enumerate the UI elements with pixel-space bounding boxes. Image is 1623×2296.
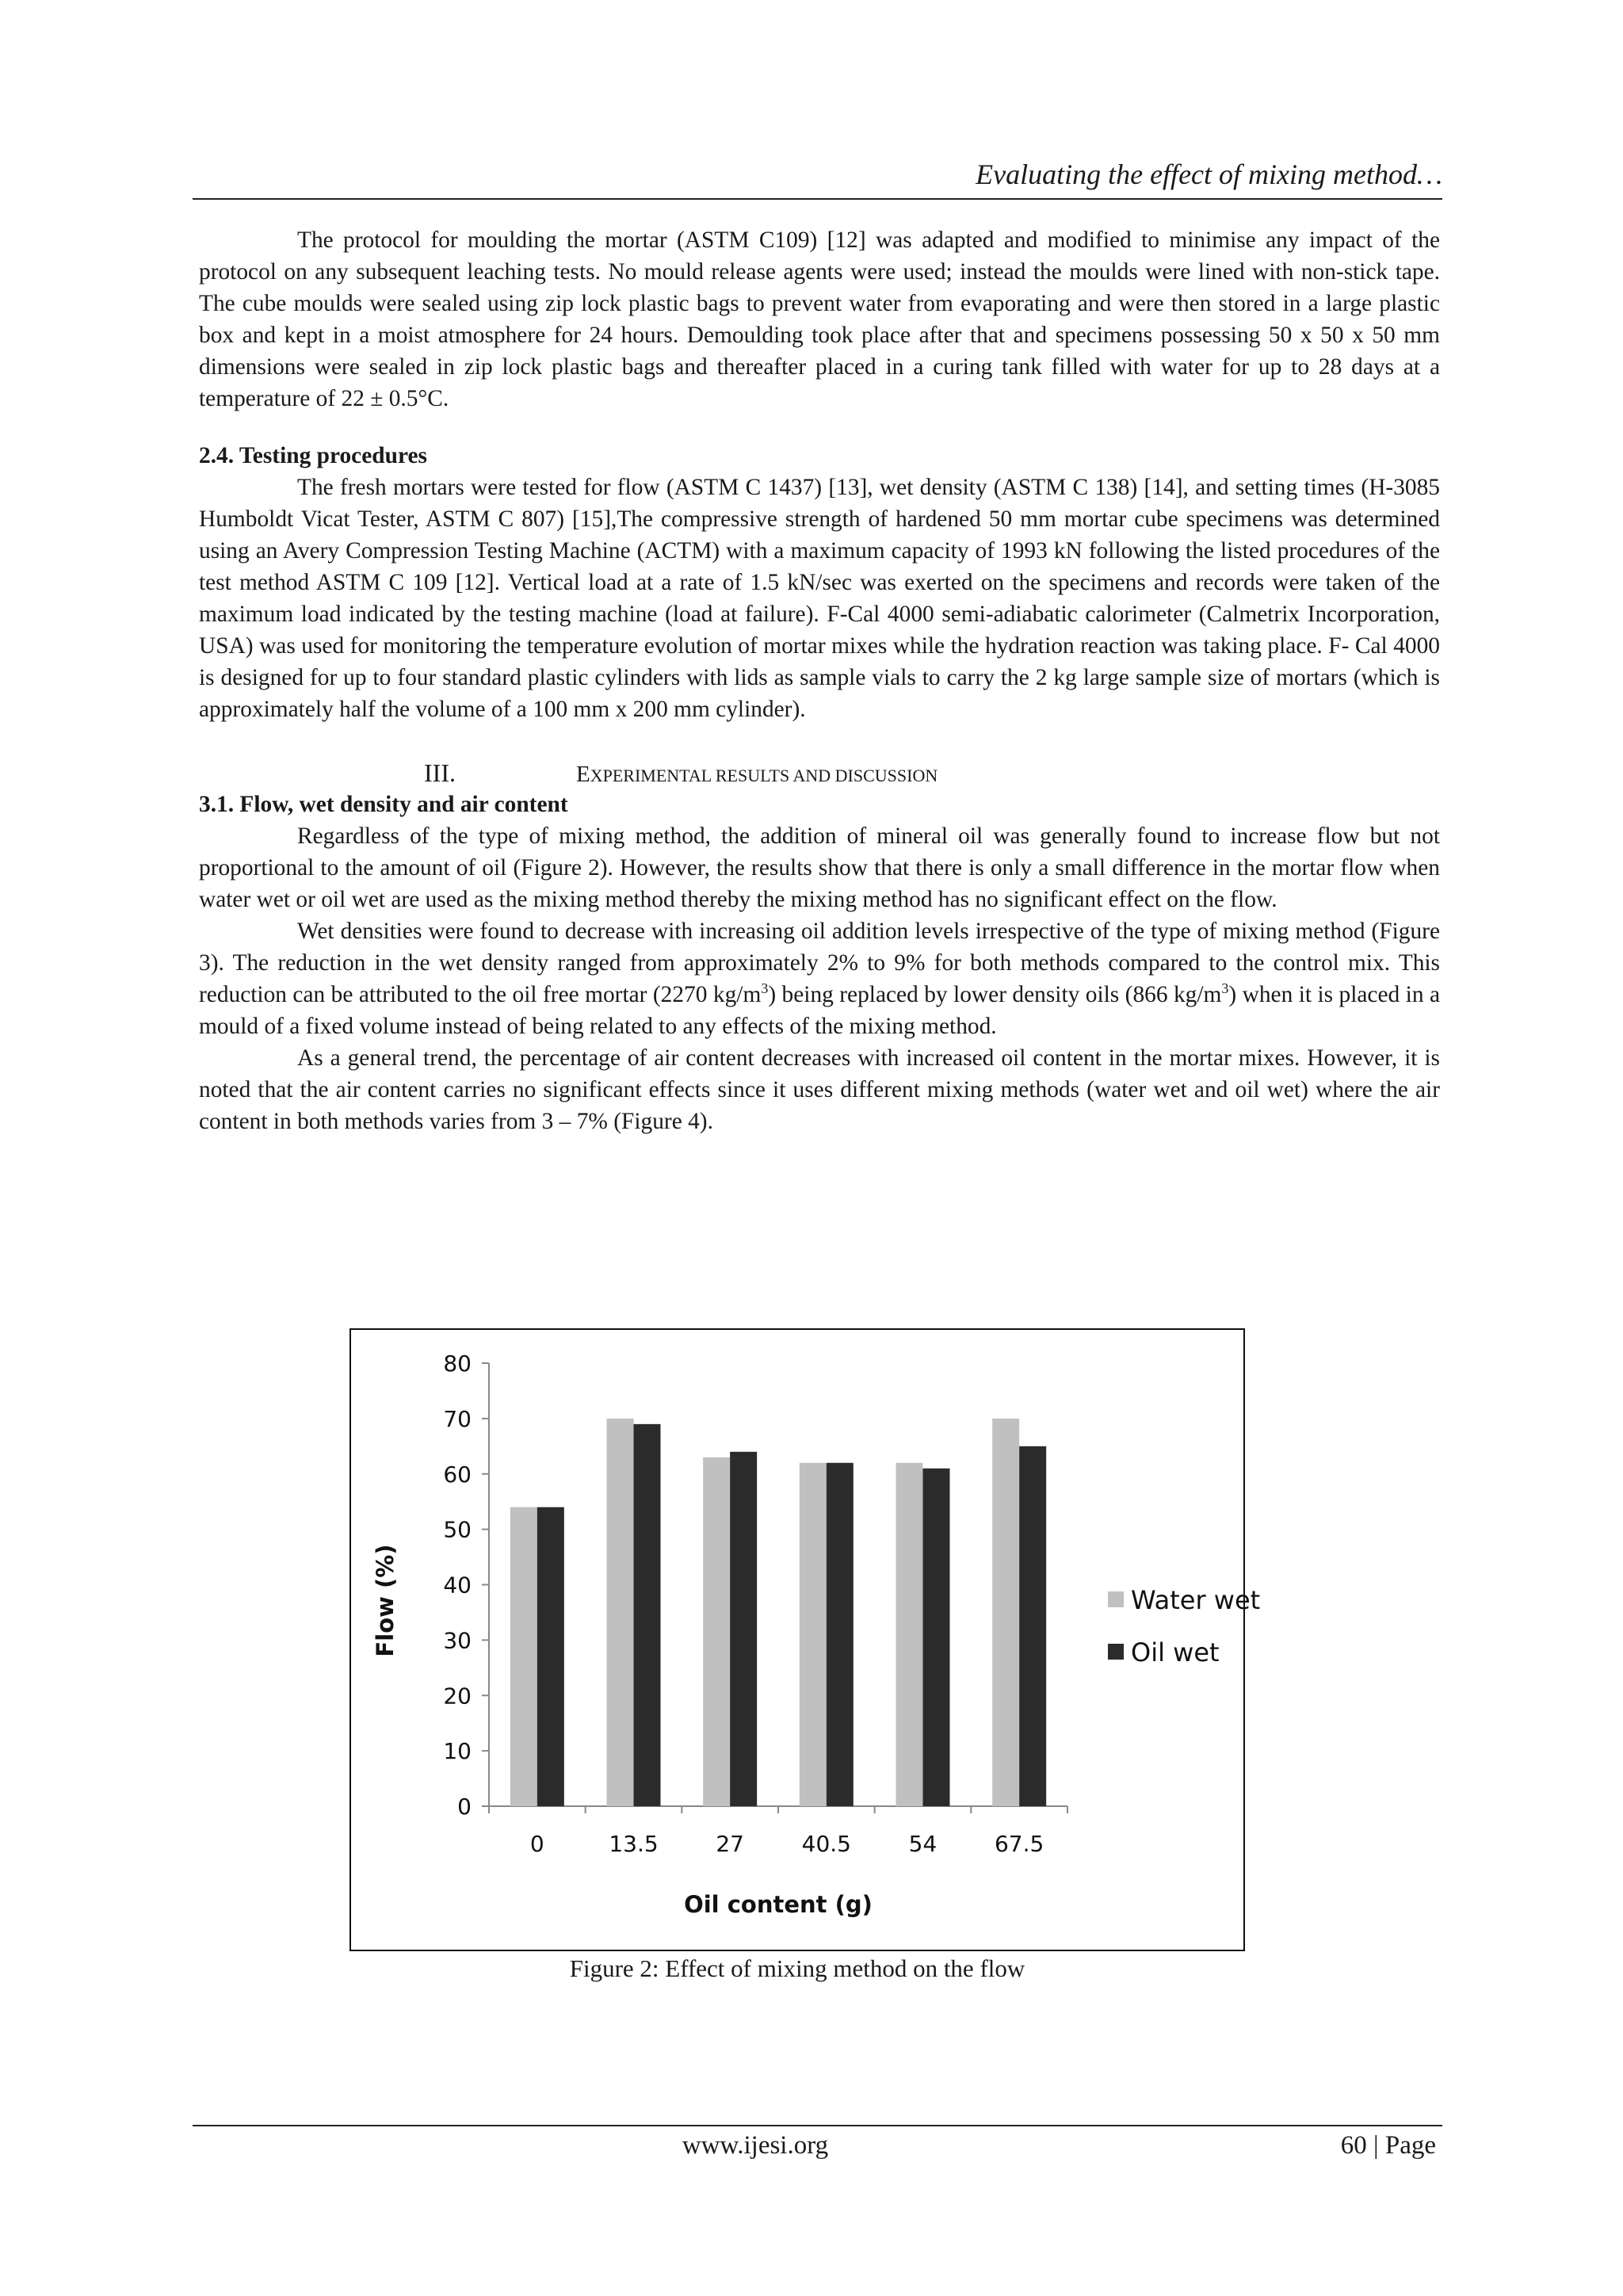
density-superscript-2: 3 [1221, 980, 1229, 996]
y-tick-label: 80 [443, 1350, 472, 1377]
bar-water-wet [800, 1463, 827, 1806]
heading-testing-procedures: 2.4. Testing procedures [199, 443, 427, 468]
density-text-2: ) being replaced by lower density oils (866 kg/m [768, 982, 1222, 1007]
bar-oil-wet [1019, 1446, 1046, 1806]
x-tick-label: 27 [716, 1831, 744, 1857]
running-header: Evaluating the effect of mixing method… [976, 159, 1442, 190]
density-superscript-1: 3 [761, 980, 769, 996]
body-text [199, 224, 1440, 1137]
bar-water-wet [510, 1507, 537, 1806]
x-tick-label: 13.5 [609, 1831, 659, 1857]
bar-water-wet [992, 1419, 1019, 1806]
figure-2-chart [349, 1328, 1261, 1951]
y-axis-title: Flow (%) [372, 1544, 399, 1657]
legend-swatch [1108, 1591, 1124, 1607]
y-tick-label: 10 [443, 1738, 472, 1765]
page-number: 60 | Page [1340, 2131, 1436, 2160]
bar-water-wet [703, 1457, 730, 1806]
bar-water-wet [896, 1463, 923, 1806]
bar-oil-wet [730, 1452, 757, 1806]
legend-swatch [1108, 1644, 1124, 1660]
figure-caption: Figure 2: Effect of mixing method on the flow [569, 1954, 1025, 1982]
section-title [576, 758, 938, 792]
x-tick-label: 40.5 [801, 1831, 852, 1857]
footer-divider [193, 2125, 1442, 2126]
section-title-initial: E [576, 762, 590, 787]
y-tick-label: 20 [443, 1683, 472, 1710]
y-tick-label: 60 [443, 1461, 472, 1488]
flow-bar-chart [351, 1330, 1261, 1950]
y-tick-label: 50 [443, 1516, 472, 1543]
y-tick-label: 70 [443, 1405, 472, 1432]
x-tick-label: 54 [908, 1831, 938, 1857]
section-number: III. [424, 758, 456, 787]
bar-oil-wet [923, 1469, 950, 1806]
density-text-3: ) when it is placed in a mould of a fixed volume instead of being related to any effects of the mixing method. [199, 982, 1440, 1039]
paragraph-density [199, 915, 1440, 1042]
bar-oil-wet [634, 1424, 661, 1806]
header-divider [193, 198, 1442, 200]
density-text-1: Wet densities were found to decrease with increasing oil addition levels irrespective of the type of mixing method (Figure 3). The reduction in the wet density ranged from approximately 2% to 9% for both methods compared to the control mix. This reduction can be attributed to the oil free mortar (2270 kg/m [199, 919, 1440, 1007]
paragraph-flow: Regardless of the type of mixing method, the addition of mineral oil was generally found to increase flow but not proportional to the amount of oil (Figure 2). However, the results show that there is only a small difference in the mortar flow when water wet or oil wet are used as the mixing method thereby the mixing method has no significant effect on the flow. [199, 823, 1440, 912]
bar-water-wet [607, 1419, 634, 1806]
paragraph-moulding: The protocol for moulding the mortar (ASTM C109) [12] was adapted and modified to minimise any impact of the protocol on any subsequent leaching tests. No mould release agents were used; instead the moulds were lined with non-stick tape. The cube moulds were sealed using zip lock plastic bags to prevent water from evaporating and were then stored in a large plastic box and kept in a moist atmosphere for 24 hours. Demoulding took place after that and specimens possessing 50 x 50 x 50 mm dimensions were sealed in zip lock plastic bags and thereafter placed in a curing tank filled with water for up to 28 days at a temperature of 22 ± 0.5°C. [199, 227, 1440, 411]
footer-url: www.ijesi.org [682, 2131, 829, 2160]
x-axis-title: Oil content (g) [684, 1891, 873, 1918]
y-tick-label: 0 [457, 1794, 472, 1820]
bar-oil-wet [537, 1507, 564, 1806]
x-tick-label: 0 [529, 1831, 544, 1857]
paragraph-testing: The fresh mortars were tested for flow (ASTM C 1437) [13], wet density (ASTM C 138) [14], and setting times (H-3085 Humboldt Vicat Tester, ASTM C 807) [15],The compressive strength of hardened 50 mm mortar cube specimens was determined using an Avery Compression Testing Machine (ACTM) with a maximum capacity of 1993 kN following the listed procedures of the test method ASTM C 109 [12]. Vertical load at a rate of 1.5 kN/sec was exerted on the specimens and records were taken of the maximum load indicated by the testing machine (load at failure). F-Cal 4000 semi-adiabatic calorimeter (Calmetrix Incorporation, USA) was used for monitoring the temperature evolution of mortar mixes while the hydration reaction was taking place. F- Cal 4000 is designed for up to four standard plastic cylinders with lids as sample vials to carry the 2 kg large sample size of mortars (which is approximately half the volume of a 100 mm x 200 mm cylinder). [199, 475, 1440, 722]
y-tick-label: 30 [443, 1627, 472, 1654]
y-tick-label: 40 [443, 1572, 472, 1599]
x-tick-label: 67.5 [994, 1831, 1044, 1857]
section-heading [199, 757, 1440, 789]
legend-label: Water wet [1131, 1585, 1261, 1615]
legend-label: Oil wet [1131, 1637, 1220, 1668]
paragraph-air-content: As a general trend, the percentage of air content decreases with increased oil content in the mortar mixes. However, it is noted that the air content carries no significant effects since it uses different mixing methods (water wet and oil wet) where the air content in both methods varies from 3 – 7% (Figure 4). [199, 1045, 1440, 1134]
heading-flow-density-air: 3.1. Flow, wet density and air content [199, 792, 568, 817]
bar-oil-wet [827, 1463, 854, 1806]
section-title-rest: XPERIMENTAL RESULTS AND DISCUSSION [590, 766, 938, 785]
